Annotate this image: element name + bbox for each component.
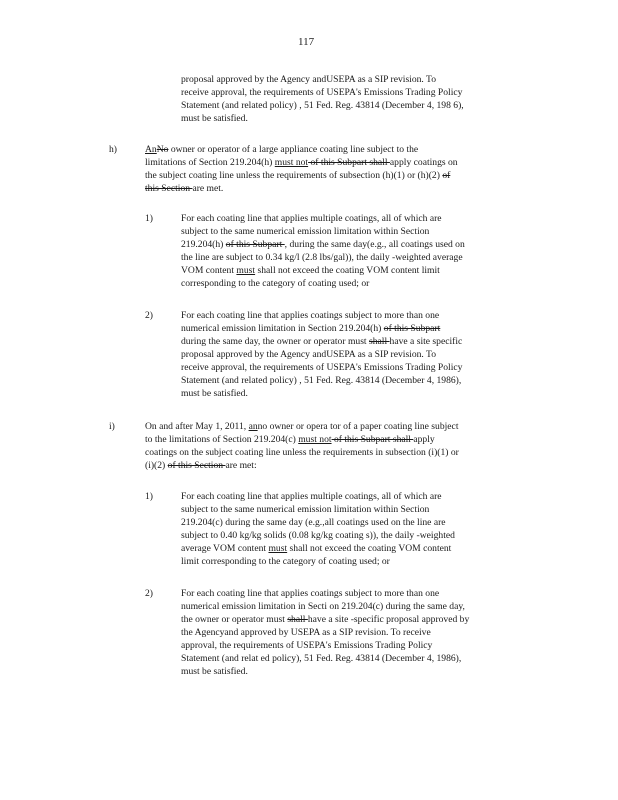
- item-label-h1: 1): [145, 213, 153, 224]
- text-line: must be satisfied.: [181, 388, 248, 399]
- text-line: to the limitations of Section 219.204(c) must not of this Subpart shall apply: [145, 434, 435, 445]
- deleted-text: of this Subpart shall: [308, 157, 390, 168]
- section-label-h: h): [109, 144, 117, 155]
- text-line: average VOM content must shall not exceed the coating VOM content: [181, 543, 452, 554]
- deleted-text: this Section: [145, 183, 193, 194]
- item-h2-paragraph: [181, 309, 462, 400]
- text-line: proposal approved by the Agency andUSEPA as a SIP revision. To: [181, 74, 437, 85]
- text-line: during the same day, the owner or operator must shall have a site specific: [181, 336, 463, 347]
- deleted-text: of this Subpart shall: [331, 434, 414, 445]
- deleted-text: of this Subpart: [383, 323, 441, 334]
- text-line: subject to 0.40 kg/kg solids (0.08 kg/kg coating s)), the daily -weighted: [181, 530, 455, 541]
- section-h-paragraph: [145, 143, 458, 195]
- text-line: must be satisfied.: [181, 666, 248, 677]
- deleted-text: shall: [287, 614, 308, 625]
- item-label-h2: 2): [145, 310, 153, 321]
- text-line: the Agencyand approved by USEPA as a SIP revision. To receive: [181, 627, 431, 638]
- text-line: the line are subject to 0.34 kg/l (2.8 lbs/gal)), the daily -weighted average: [181, 252, 463, 263]
- text-line: AnNo owner or operator of a large appliance coating line subject to the: [145, 144, 419, 155]
- deleted-text: of this Section: [167, 460, 226, 471]
- text-line: the subject coating line unless the requirements of subsection (h)(1) or (h)(2) of: [145, 170, 451, 181]
- text-line: limitations of Section 219.204(h) must not of this Subpart shall apply coatings on: [145, 157, 458, 168]
- text-line: limit corresponding to the category of coating used; or: [181, 556, 390, 567]
- deleted-text: No: [156, 144, 169, 155]
- item-label-i1: 1): [145, 491, 153, 502]
- text-line: Statement (and relat ed policy), 51 Fed. Reg. 43814 (December 4, 1986),: [181, 653, 462, 664]
- text-line: 219.204(h) of this Subpart , during the same day(e.g., all coatings used on: [181, 239, 465, 250]
- text-line: On and after May 1, 2011, anno owner or opera tor of a paper coating line subject: [145, 421, 459, 432]
- item-h1-paragraph: [181, 212, 465, 290]
- text-line: For each coating line that applies multiple coatings, all of which are: [181, 213, 442, 224]
- text-line: proposal approved by the Agency andUSEPA as a SIP revision. To: [181, 349, 437, 360]
- text-line: corresponding to the category of coating used; or: [181, 278, 370, 289]
- text-line: numerical emission limitation in Secti on 219.204(c) during the same day,: [181, 601, 465, 612]
- deleted-text: of this Subpart: [225, 239, 285, 250]
- text-line: VOM content must shall not exceed the coating VOM content limit: [181, 265, 440, 276]
- text-line: For each coating line that applies multiple coatings, all of which are: [181, 491, 442, 502]
- continuation-paragraph: [181, 73, 464, 125]
- inserted-text: must: [268, 543, 288, 554]
- text-line: (i)(2) of this Section are met:: [145, 460, 257, 471]
- text-line: numerical emission limitation in Section 219.204(h) of this Subpart: [181, 323, 441, 334]
- item-label-i2: 2): [145, 588, 153, 599]
- text-line: must be satisfied.: [181, 113, 248, 124]
- inserted-text: must not: [274, 157, 309, 168]
- text-line: coatings on the subject coating line unless the requirements in subsection (i)(1) or: [145, 447, 459, 458]
- section-label-i: i): [109, 421, 115, 432]
- text-line: For each coating line that applies coatings subject to more than one: [181, 588, 440, 599]
- text-line: receive approval, the requirements of USEPA's Emissions Trading Policy: [181, 362, 463, 373]
- page-number: 117: [298, 36, 315, 48]
- text-line: subject to the same numerical emission limitation within Section: [181, 226, 430, 237]
- inserted-text: must not: [298, 434, 332, 445]
- text-line: receive approval, the requirements of USEPA's Emissions Trading Policy: [181, 87, 463, 98]
- text-line: the owner or operator must shall have a site -specific proposal approved by: [181, 614, 470, 625]
- text-line: For each coating line that applies coatings subject to more than one: [181, 310, 440, 321]
- text-line: this Section are met.: [145, 183, 224, 194]
- text-line: Statement (and related policy) , 51 Fed. Reg. 43814 (December 4, 198 6),: [181, 100, 464, 111]
- text-line: subject to the same numerical emission limitation within Section: [181, 504, 430, 515]
- section-i-paragraph: [145, 420, 459, 472]
- text-line: approval, the requirements of USEPA's Emissions Trading Policy: [181, 640, 433, 651]
- text-line: Statement (and related policy) , 51 Fed. Reg. 43814 (December 4, 1986),: [181, 375, 462, 386]
- inserted-text: must: [236, 265, 256, 276]
- inserted-text: An: [145, 144, 157, 155]
- item-i1-paragraph: [181, 490, 455, 568]
- deleted-text: shall: [369, 336, 390, 347]
- text-line: 219.204(c) during the same day (e.g.,all coatings used on the line are: [181, 517, 446, 528]
- inserted-text: an: [248, 421, 258, 432]
- deleted-text: of: [442, 170, 451, 181]
- item-i2-paragraph: [181, 587, 469, 678]
